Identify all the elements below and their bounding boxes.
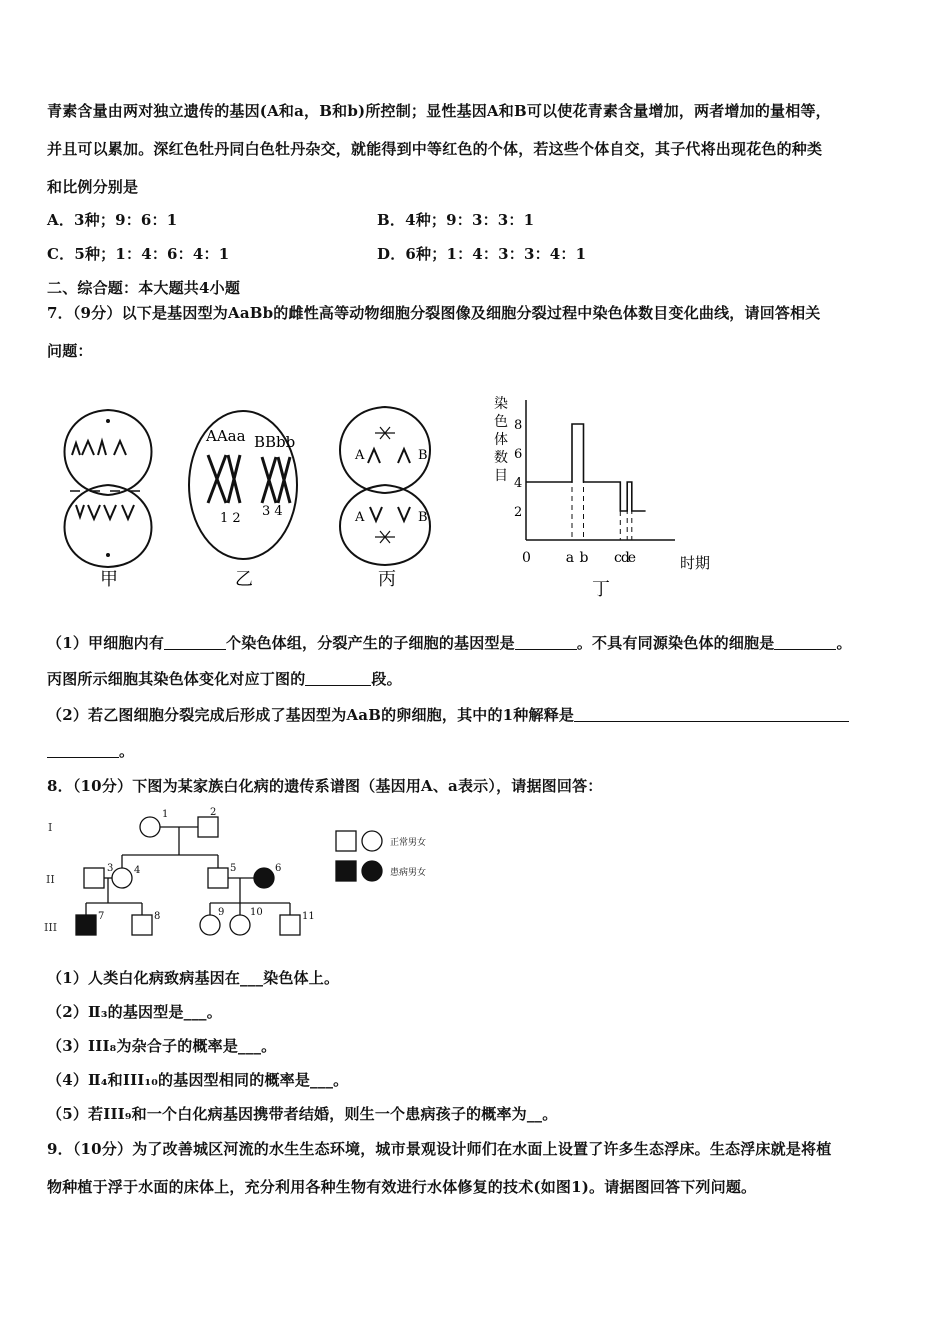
legend-normal-female [362, 831, 382, 851]
q7-p1c: 。不具有同源染色体的细胞是 [576, 634, 775, 652]
ped-num-3: 3 [107, 863, 114, 874]
ped-num-2: 2 [210, 807, 217, 818]
q7-p1b: 个染色体组，分裂产生的子细胞的基因型是 [226, 634, 515, 652]
q7-blank-1[interactable] [164, 635, 226, 650]
intro-line-2: 并且可以累加。深红色牡丹同白色牡丹杂交，就能得到中等红色的个体，若这些个体自交，其子代将出现花色的种类 [47, 140, 823, 158]
option-b: B．4种；9：3：3：1 [377, 211, 535, 229]
ped-I2 [198, 817, 218, 837]
y-tick-2: 2 [514, 505, 523, 520]
intro-line-3: 和比例分别是 [47, 178, 139, 196]
x-tick-c: c [614, 550, 622, 566]
ylabel-char-3: 体 [494, 432, 508, 448]
ped-III8 [132, 915, 152, 935]
q7-part2-line2 [47, 741, 134, 761]
ped-III9 [200, 915, 220, 935]
q7-blank-5b[interactable] [47, 743, 119, 758]
q7-p1e: 丙图所示细胞其染色体变化对应丁图的 [47, 670, 306, 688]
chart-xlabel: 时期 [680, 554, 711, 572]
ped-I1 [140, 817, 160, 837]
label-ding: 丁 [592, 579, 610, 600]
cell-jia [65, 410, 152, 567]
label-bing: 丙 [378, 569, 396, 590]
pedigree-figure [40, 805, 460, 945]
q7-part1-line1 [47, 633, 852, 653]
ped-num-5: 5 [230, 863, 237, 874]
q8-sub-4: （4）Ⅱ₄和III₁₀的基因型相同的概率是___。 [47, 1071, 349, 1089]
ylabel-char-1: 染 [494, 396, 508, 412]
x-tick-b: b [579, 550, 589, 566]
q7-blank-5a[interactable] [574, 707, 849, 722]
ped-num-7: 7 [98, 911, 105, 922]
q7-blank-3[interactable] [774, 635, 836, 650]
ped-II6 [254, 868, 274, 888]
ped-num-4: 4 [134, 865, 141, 876]
q9-line-1: 9．（10分）为了改善城区河流的水生生态环境，城市景观设计师们在水面上设置了许多生态浮床。生态浮床就是将植 [47, 1140, 832, 1158]
q7-p1a: （1）甲细胞内有 [47, 634, 165, 652]
y-tick-6: 6 [514, 447, 523, 462]
q7-p1d: 。 [836, 634, 852, 652]
ped-num-6: 6 [275, 863, 282, 874]
bing-gene-bottom-left: A [355, 510, 365, 525]
x-tick-a: a [565, 550, 575, 566]
q7-part1-line2 [47, 669, 402, 689]
q8-sub-1: （1）人类白化病致病基因在___染色体上。 [47, 969, 340, 987]
x-tick-d: d [620, 550, 630, 566]
legend-affected-label: 患病男女 [390, 868, 427, 878]
yi-chromosomes [208, 455, 290, 503]
q8-sub-3: （3）III₈为杂合子的概率是___。 [47, 1037, 277, 1055]
section-heading: 二、综合题：本大题共4小题 [47, 279, 241, 297]
ped-num-1: 1 [162, 809, 169, 820]
label-jia: 甲 [100, 569, 118, 590]
x-tick-0: 0 [522, 550, 531, 566]
intro-line-1: 青素含量由两对独立遗传的基因(A和a，B和b)所控制；显性基因A和B可以使花青素含量增加，两者增加的量相等， [47, 102, 831, 120]
dot-jia-top [106, 419, 110, 423]
y-tick-8: 8 [514, 418, 523, 433]
ped-num-9: 9 [218, 907, 225, 918]
q7-stem-2: 问题： [47, 342, 93, 360]
figure-7-cells [40, 385, 460, 600]
bing-gene-top-left: A [355, 448, 365, 463]
yi-nums-right: 3 4 [262, 504, 283, 519]
ped-III10 [230, 915, 250, 935]
cell-bing [340, 407, 430, 565]
dot-jia-bottom [106, 553, 110, 557]
chart-ding [490, 390, 730, 605]
pedigree-gen-2: II [46, 873, 55, 886]
legend-normal-male [336, 831, 356, 851]
q7-p1f: 段。 [371, 670, 402, 688]
ped-III11 [280, 915, 300, 935]
label-yi: 乙 [235, 569, 253, 590]
ped-II3 [84, 868, 104, 888]
chart-series-line [526, 424, 646, 511]
q7-blank-2[interactable] [515, 635, 577, 650]
pedigree-gen-3: III [44, 921, 58, 934]
ylabel-char-5: 目 [494, 468, 508, 484]
chart-ylabel [494, 395, 508, 484]
bing-gene-bottom-right: B [418, 510, 428, 525]
legend-affected-female [362, 861, 382, 881]
option-d: D．6种；1：4：3：3：4：1 [377, 245, 587, 263]
ped-II5 [208, 868, 228, 888]
ped-num-11: 11 [302, 911, 315, 922]
q8-sub-2: （2）Ⅱ₃的基因型是___。 [47, 1003, 222, 1021]
q8-stem: 8．（10分）下图为某家族白化病的遗传系谱图（基因用A、a表示），请据图回答： [47, 777, 603, 795]
ylabel-char-2: 色 [494, 414, 508, 430]
option-c: C．5种；1：4：6：4：1 [47, 245, 230, 263]
y-tick-4: 4 [514, 476, 523, 491]
q7-p2b: 。 [119, 742, 135, 760]
ped-III7 [76, 915, 96, 935]
ylabel-char-4: 数 [494, 450, 508, 466]
legend-affected-male [336, 861, 356, 881]
q7-stem-1: 7．（9分）以下是基因型为AaBb的雌性高等动物细胞分裂图像及细胞分裂过程中染色体数目变化曲线，请回答相关 [47, 304, 821, 322]
pedigree-gen-1: I [48, 821, 53, 834]
bing-gene-top-right: B [418, 448, 428, 463]
yi-nums-left: 1 2 [220, 511, 241, 526]
x-tick-e: e [627, 550, 637, 566]
option-a: A．3种；9：6：1 [47, 211, 178, 229]
q7-blank-4[interactable] [305, 671, 371, 686]
ped-II4 [112, 868, 132, 888]
q9-line-2: 物种植于浮于水面的床体上，充分利用各种生物有效进行水体修复的技术(如图1)。请据图回答下列问题。 [47, 1178, 757, 1196]
q7-p2a: （2）若乙图细胞分裂完成后形成了基因型为AaB的卵细胞，其中的1种解释是 [47, 706, 575, 724]
yi-genes-left: AAaa [206, 427, 246, 445]
ped-num-10: 10 [250, 907, 263, 918]
yi-genes-right: BBbb [254, 433, 296, 451]
ped-num-8: 8 [154, 911, 161, 922]
q8-sub-5: （5）若III₉和一个白化病基因携带者结婚，则生一个患病孩子的概率为__。 [47, 1105, 558, 1123]
legend-normal-label: 正常男女 [390, 838, 427, 848]
q7-part2-line1 [47, 705, 849, 725]
